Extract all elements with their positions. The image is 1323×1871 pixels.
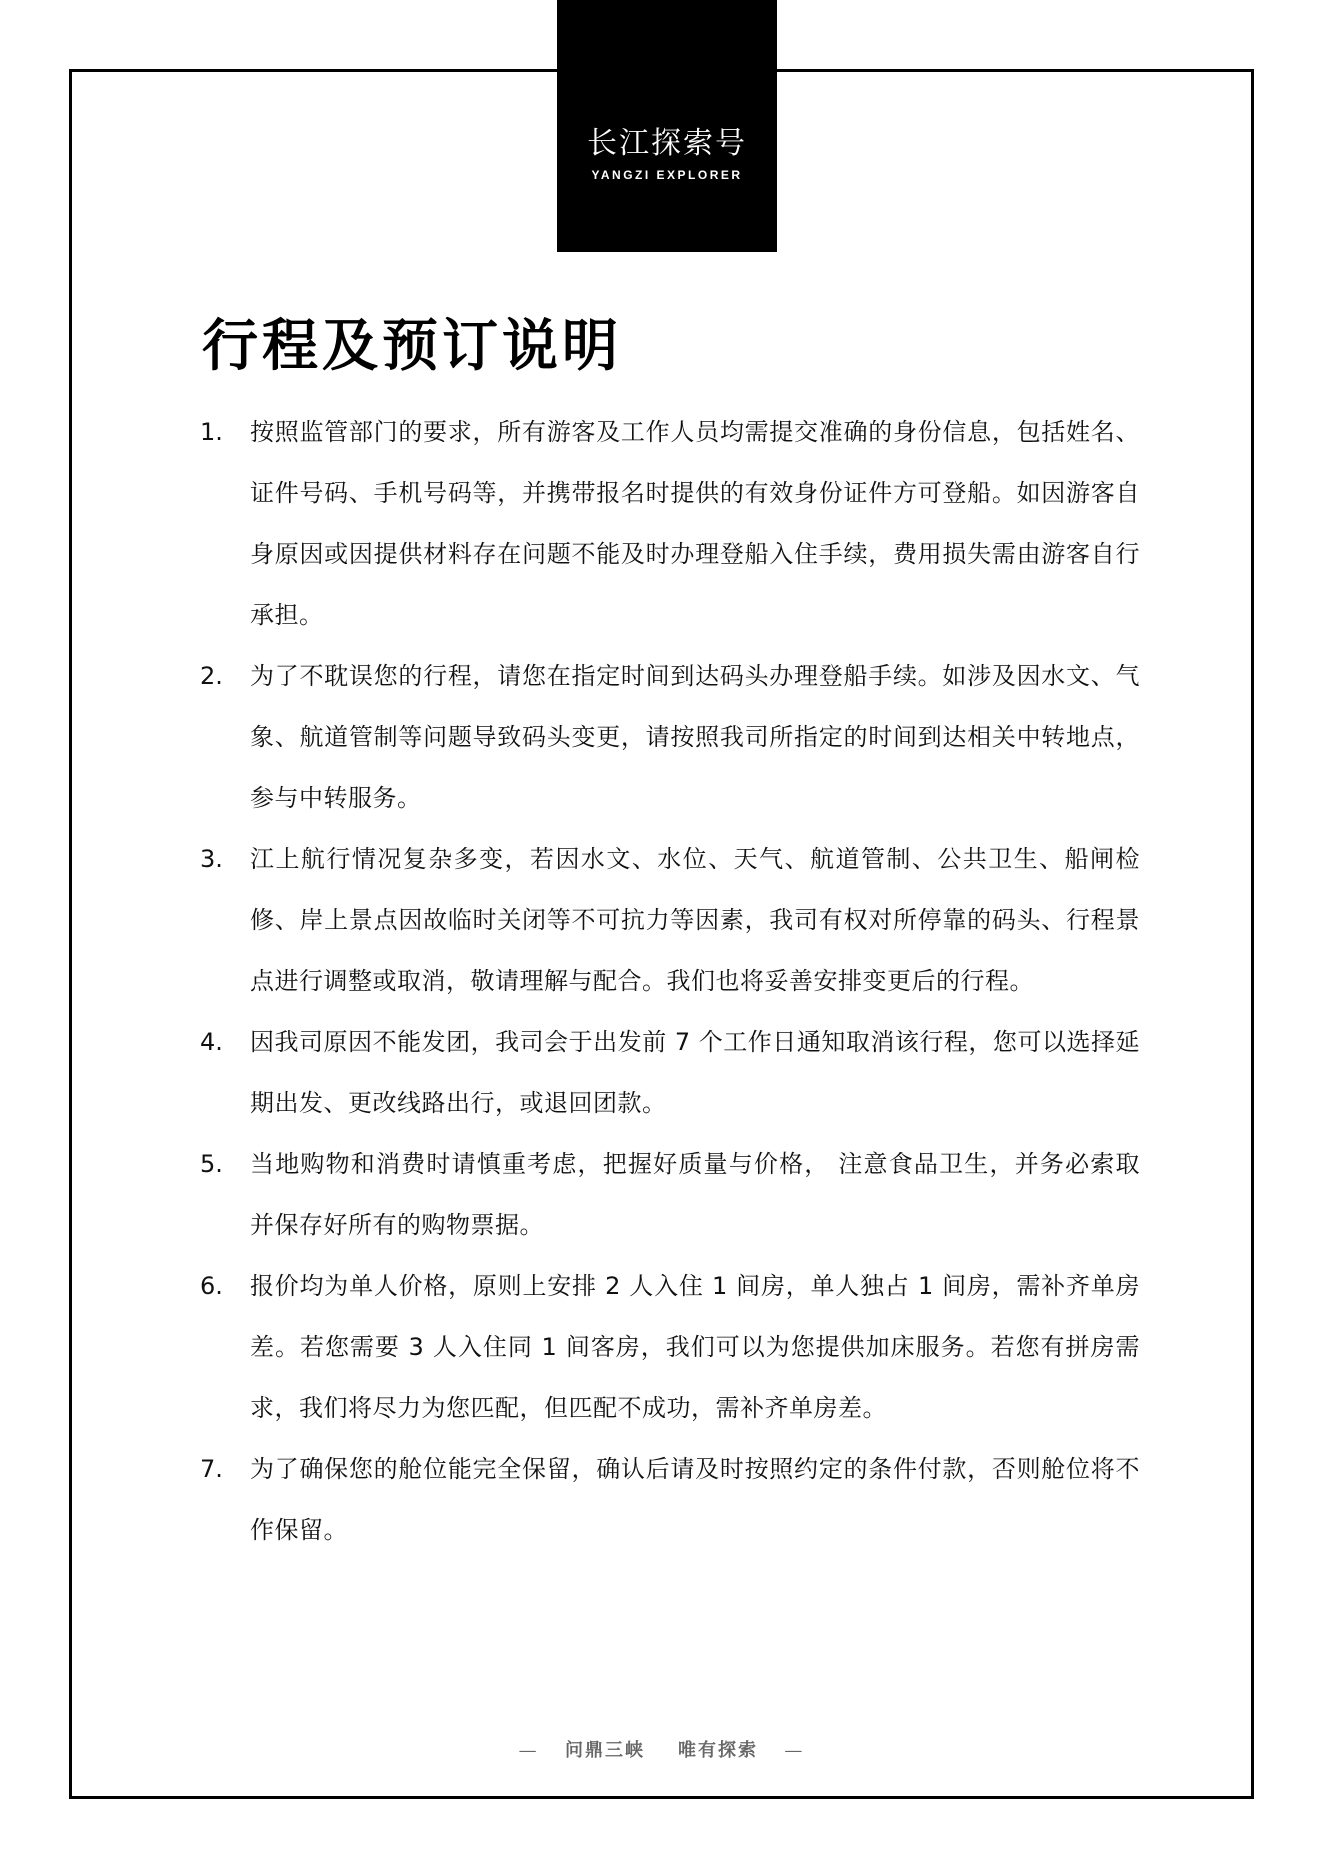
item-number: 7. <box>200 1455 223 1483</box>
footer-dash-left: — <box>518 1740 539 1761</box>
brand-logo-english: YANGZI EXPLORER <box>591 168 743 182</box>
list-item <box>200 829 1140 1012</box>
brand-logo-chinese: 长江探索号 <box>587 126 747 161</box>
item-number: 3. <box>200 845 223 873</box>
item-text: 为了不耽误您的行程，请您在指定时间到达码头办理登船手续。如涉及因水文、气象、航道管制等问题导致码头变更，请按照我司所指定的时间到达相关中转地点，参与中转服务。 <box>250 662 1140 812</box>
item-text: 因我司原因不能发团，我司会于出发前 7 个工作日通知取消该行程，您可以选择延期出发、更改线路出行，或退回团款。 <box>250 1028 1140 1117</box>
brand-logo <box>557 0 777 252</box>
item-text: 江上航行情况复杂多变，若因水文、水位、天气、航道管制、公共卫生、船闸检修、岸上景点因故临时关闭等不可抗力等因素，我司有权对所停靠的码头、行程景点进行调整或取消，敬请理解与配合。我们也将妥善安排变更后的行程。 <box>250 845 1140 995</box>
item-number: 4. <box>200 1028 223 1056</box>
item-text: 为了确保您的舱位能完全保留，确认后请及时按照约定的条件付款，否则舱位将不作保留。 <box>250 1455 1140 1544</box>
item-text: 当地购物和消费时请慎重考虑，把握好质量与价格， 注意食品卫生，并务必索取并保存好所有的购物票据。 <box>250 1150 1140 1239</box>
item-number: 2. <box>200 662 223 690</box>
item-number: 6. <box>200 1272 223 1300</box>
list-item <box>200 646 1140 829</box>
footer-slogan <box>0 1736 1323 1762</box>
list-item <box>200 402 1140 646</box>
item-text: 报价均为单人价格，原则上安排 2 人入住 1 间房，单人独占 1 间房，需补齐单房差。若您需要 3 人入住同 1 间客房，我们可以为您提供加床服务。若您有拼房需求，我们将尽力为您匹配，但匹配不成功，需补齐单房差。 <box>250 1272 1140 1422</box>
item-number: 5. <box>200 1150 223 1178</box>
list-item <box>200 1256 1140 1439</box>
page-title: 行程及预订说明 <box>202 313 622 379</box>
footer-slogan-part-2: 唯有探索 <box>678 1740 759 1761</box>
item-text: 按照监管部门的要求，所有游客及工作人员均需提交准确的身份信息，包括姓名、证件号码、手机号码等，并携带报名时提供的有效身份证件方可登船。如因游客自身原因或因提供材料存在问题不能及时办理登船入住手续，费用损失需由游客自行承担。 <box>250 418 1140 629</box>
footer-slogan-part-1: 问鼎三峡 <box>564 1740 645 1761</box>
list-item <box>200 1012 1140 1134</box>
footer-dash-right: — <box>784 1740 805 1761</box>
list-item <box>200 1134 1140 1256</box>
list-item <box>200 1439 1140 1561</box>
item-number: 1. <box>200 418 223 446</box>
terms-list <box>200 402 1140 1561</box>
